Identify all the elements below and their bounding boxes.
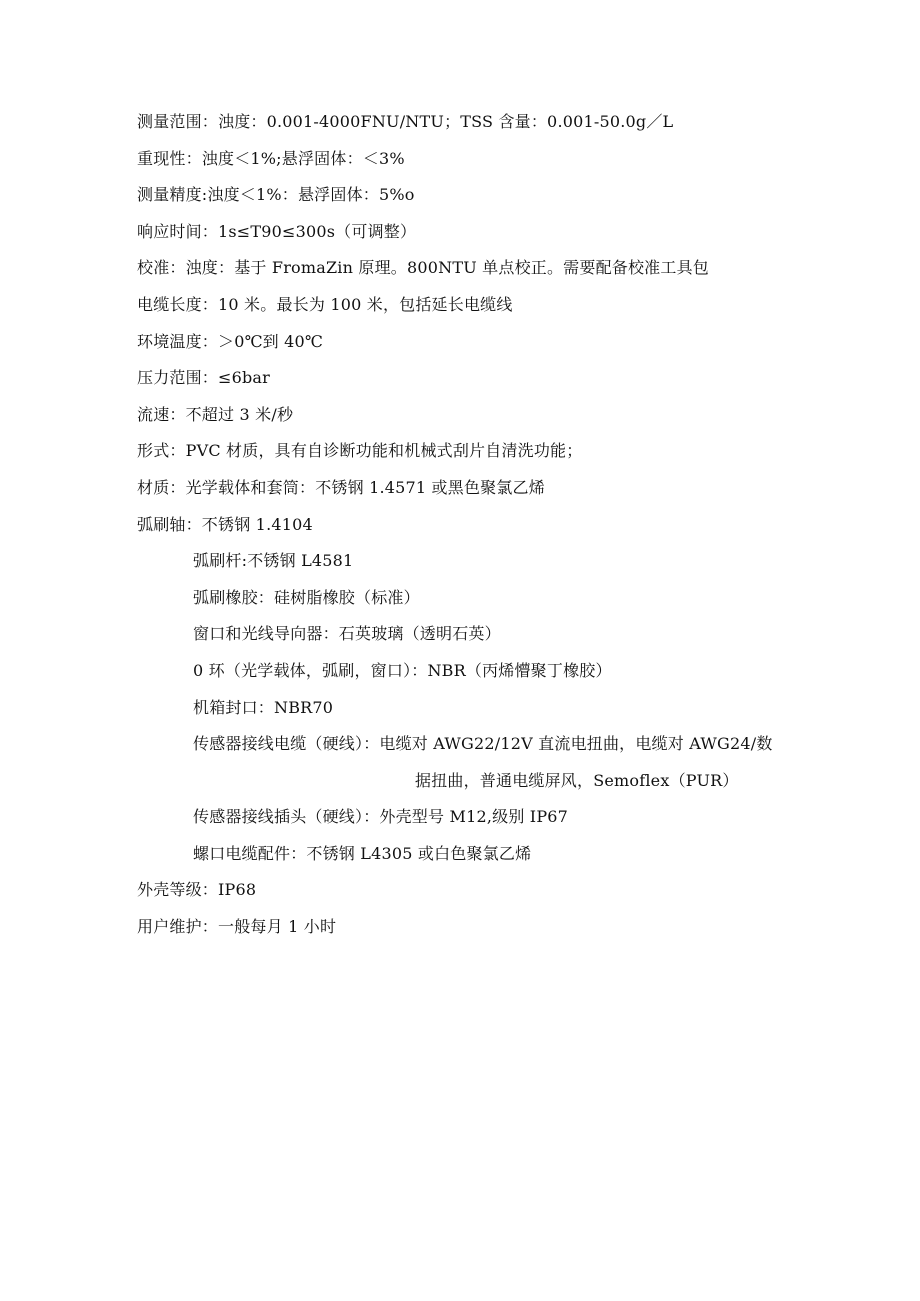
- spec-line-response-time: 响应时间：1s≤T90≤300s（可调整）: [137, 221, 417, 241]
- spec-line-material: 材质：光学载体和套筒：不锈钢 1.4571 或黑色聚氯乙烯: [137, 477, 545, 497]
- spec-line-wiper-rubber: 弧刷橡胶：硅树脂橡胶（标准）: [193, 587, 420, 607]
- spec-line-cable-length: 电缆长度：10 米。最长为 100 米，包括延长电缆线: [137, 294, 513, 314]
- spec-line-maintenance: 用户维护：一般每月 1 小时: [137, 917, 337, 937]
- spec-line-housing-seal: 机箱封口：NBR70: [193, 697, 334, 717]
- spec-line-sensor-cable-continued: 据扭曲，普通电缆屏风，Semoflex（PUR）: [415, 770, 739, 790]
- spec-line-calibration: 校准：浊度：基于 FromaZin 原理。800NTU 单点校正。需要配备校准工具包: [137, 258, 709, 278]
- spec-line-o-ring: 0 环（光学载体，弧刷，窗口）：NBR（丙烯懵聚丁橡胶）: [193, 660, 612, 680]
- spec-line-ambient-temperature: 环境温度：＞0℃到 40℃: [137, 331, 324, 351]
- spec-line-enclosure-rating: 外壳等级：IP68: [137, 880, 257, 900]
- spec-list: [137, 104, 787, 946]
- spec-line-window-light-guide: 窗口和光线导向器：石英玻璃（透明石英）: [193, 624, 501, 644]
- spec-line-sensor-plug: 传感器接线插头（硬线）：外壳型号 M12,级别 IP67: [193, 807, 569, 827]
- spec-line-accuracy: 测量精度:浊度＜1%：悬浮固体：5%o: [137, 185, 415, 205]
- spec-line-repeatability: 重现性：浊度＜1%;悬浮固体：＜3%: [137, 148, 405, 168]
- spec-line-measurement-range: 测量范围：浊度：0.001-4000FNU/NTU；TSS 含量：0.001-50.0g／L: [137, 112, 674, 131]
- spec-line-form: 形式：PVC 材质，具有自诊断功能和机械式刮片自清洗功能；: [137, 441, 583, 461]
- spec-line-wiper-shaft: 弧刷轴：不锈钢 1.4104: [137, 514, 313, 534]
- spec-line-cable-fitting: 螺口电缆配件：不锈钢 L4305 或白色聚氯乙烯: [193, 843, 532, 863]
- spec-line-flow-rate: 流速：不超过 3 米/秒: [137, 404, 294, 424]
- spec-line-sensor-cable: 传感器接线电缆（硬线）：电缆对 AWG22/12V 直流电扭曲，电缆对 AWG24/数: [193, 734, 773, 754]
- spec-line-wiper-rod: 弧刷杆:不锈钢 L4581: [193, 551, 354, 571]
- spec-line-pressure-range: 压力范围：≤6bar: [137, 368, 271, 388]
